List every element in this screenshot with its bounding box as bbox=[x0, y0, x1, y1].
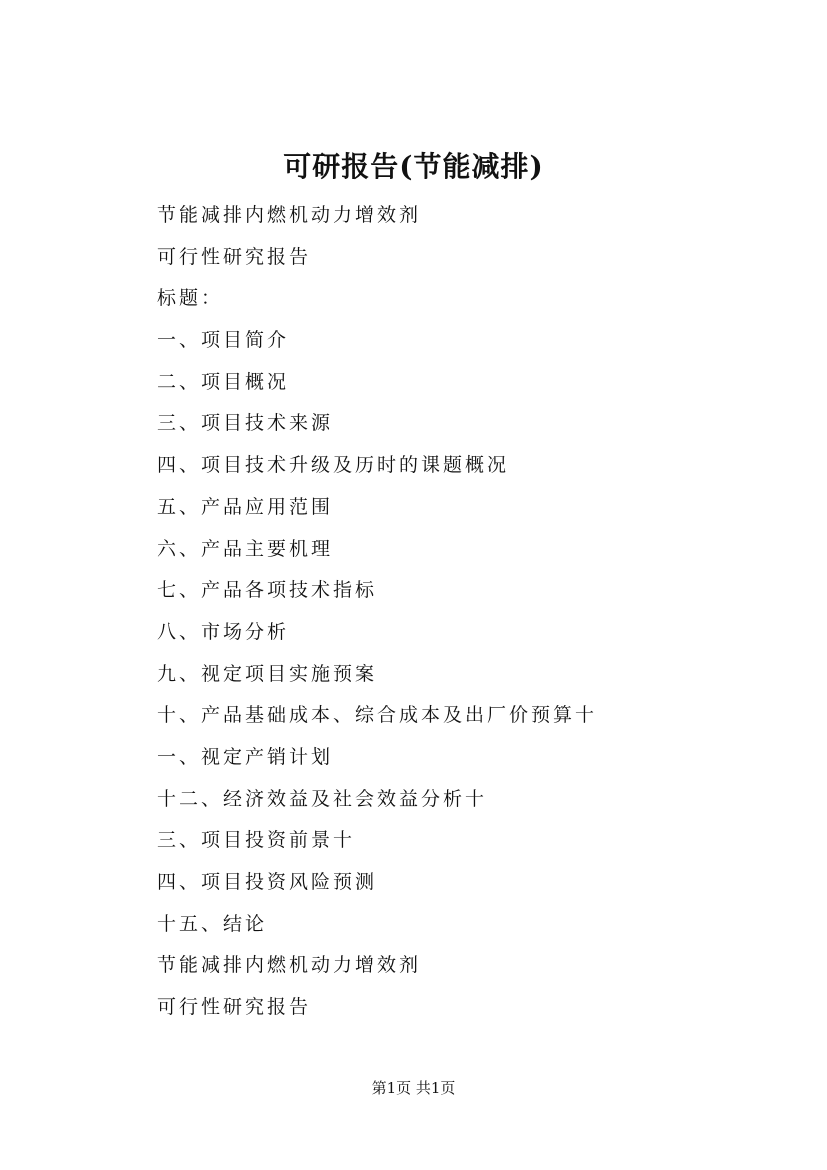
toc-item: 四、项目投资风险预测 bbox=[157, 871, 378, 893]
document-body bbox=[157, 195, 677, 1029]
toc-item: 十、产品基础成本、综合成本及出厂价预算十 bbox=[157, 704, 598, 727]
toc-item: 一、项目简介 bbox=[157, 329, 290, 352]
toc-item: 二、项目概况 bbox=[157, 370, 290, 393]
body-line: 节能减排内燃机动力增效剂 bbox=[157, 954, 422, 977]
body-line: 标题： bbox=[157, 287, 224, 310]
toc-item: 九、视定项目实施预案 bbox=[157, 662, 378, 685]
toc-item: 三、项目投资前景十 bbox=[157, 829, 356, 852]
toc-item: 三、项目技术来源 bbox=[157, 412, 334, 435]
body-line: 可行性研究报告 bbox=[157, 996, 312, 1019]
toc-item: 五、产品应用范围 bbox=[157, 495, 334, 518]
toc-item: 六、产品主要机理 bbox=[157, 537, 334, 560]
toc-item: 八、市场分析 bbox=[157, 620, 290, 643]
toc-item: 四、项目技术升级及历时的课题概况 bbox=[157, 454, 510, 477]
body-line: 节能减排内燃机动力增效剂 bbox=[157, 204, 422, 226]
toc-item: 七、产品各项技术指标 bbox=[157, 579, 378, 602]
document-title: 可研报告(节能减排) bbox=[283, 150, 544, 183]
toc-item: 十五、结论 bbox=[157, 912, 268, 935]
toc-item: 十二、经济效益及社会效益分析十 bbox=[157, 787, 488, 810]
toc-item: 一、视定产销计划 bbox=[157, 745, 334, 768]
page-footer: 第1页 共1页 bbox=[371, 1079, 456, 1097]
body-line: 可行性研究报告 bbox=[157, 245, 312, 268]
